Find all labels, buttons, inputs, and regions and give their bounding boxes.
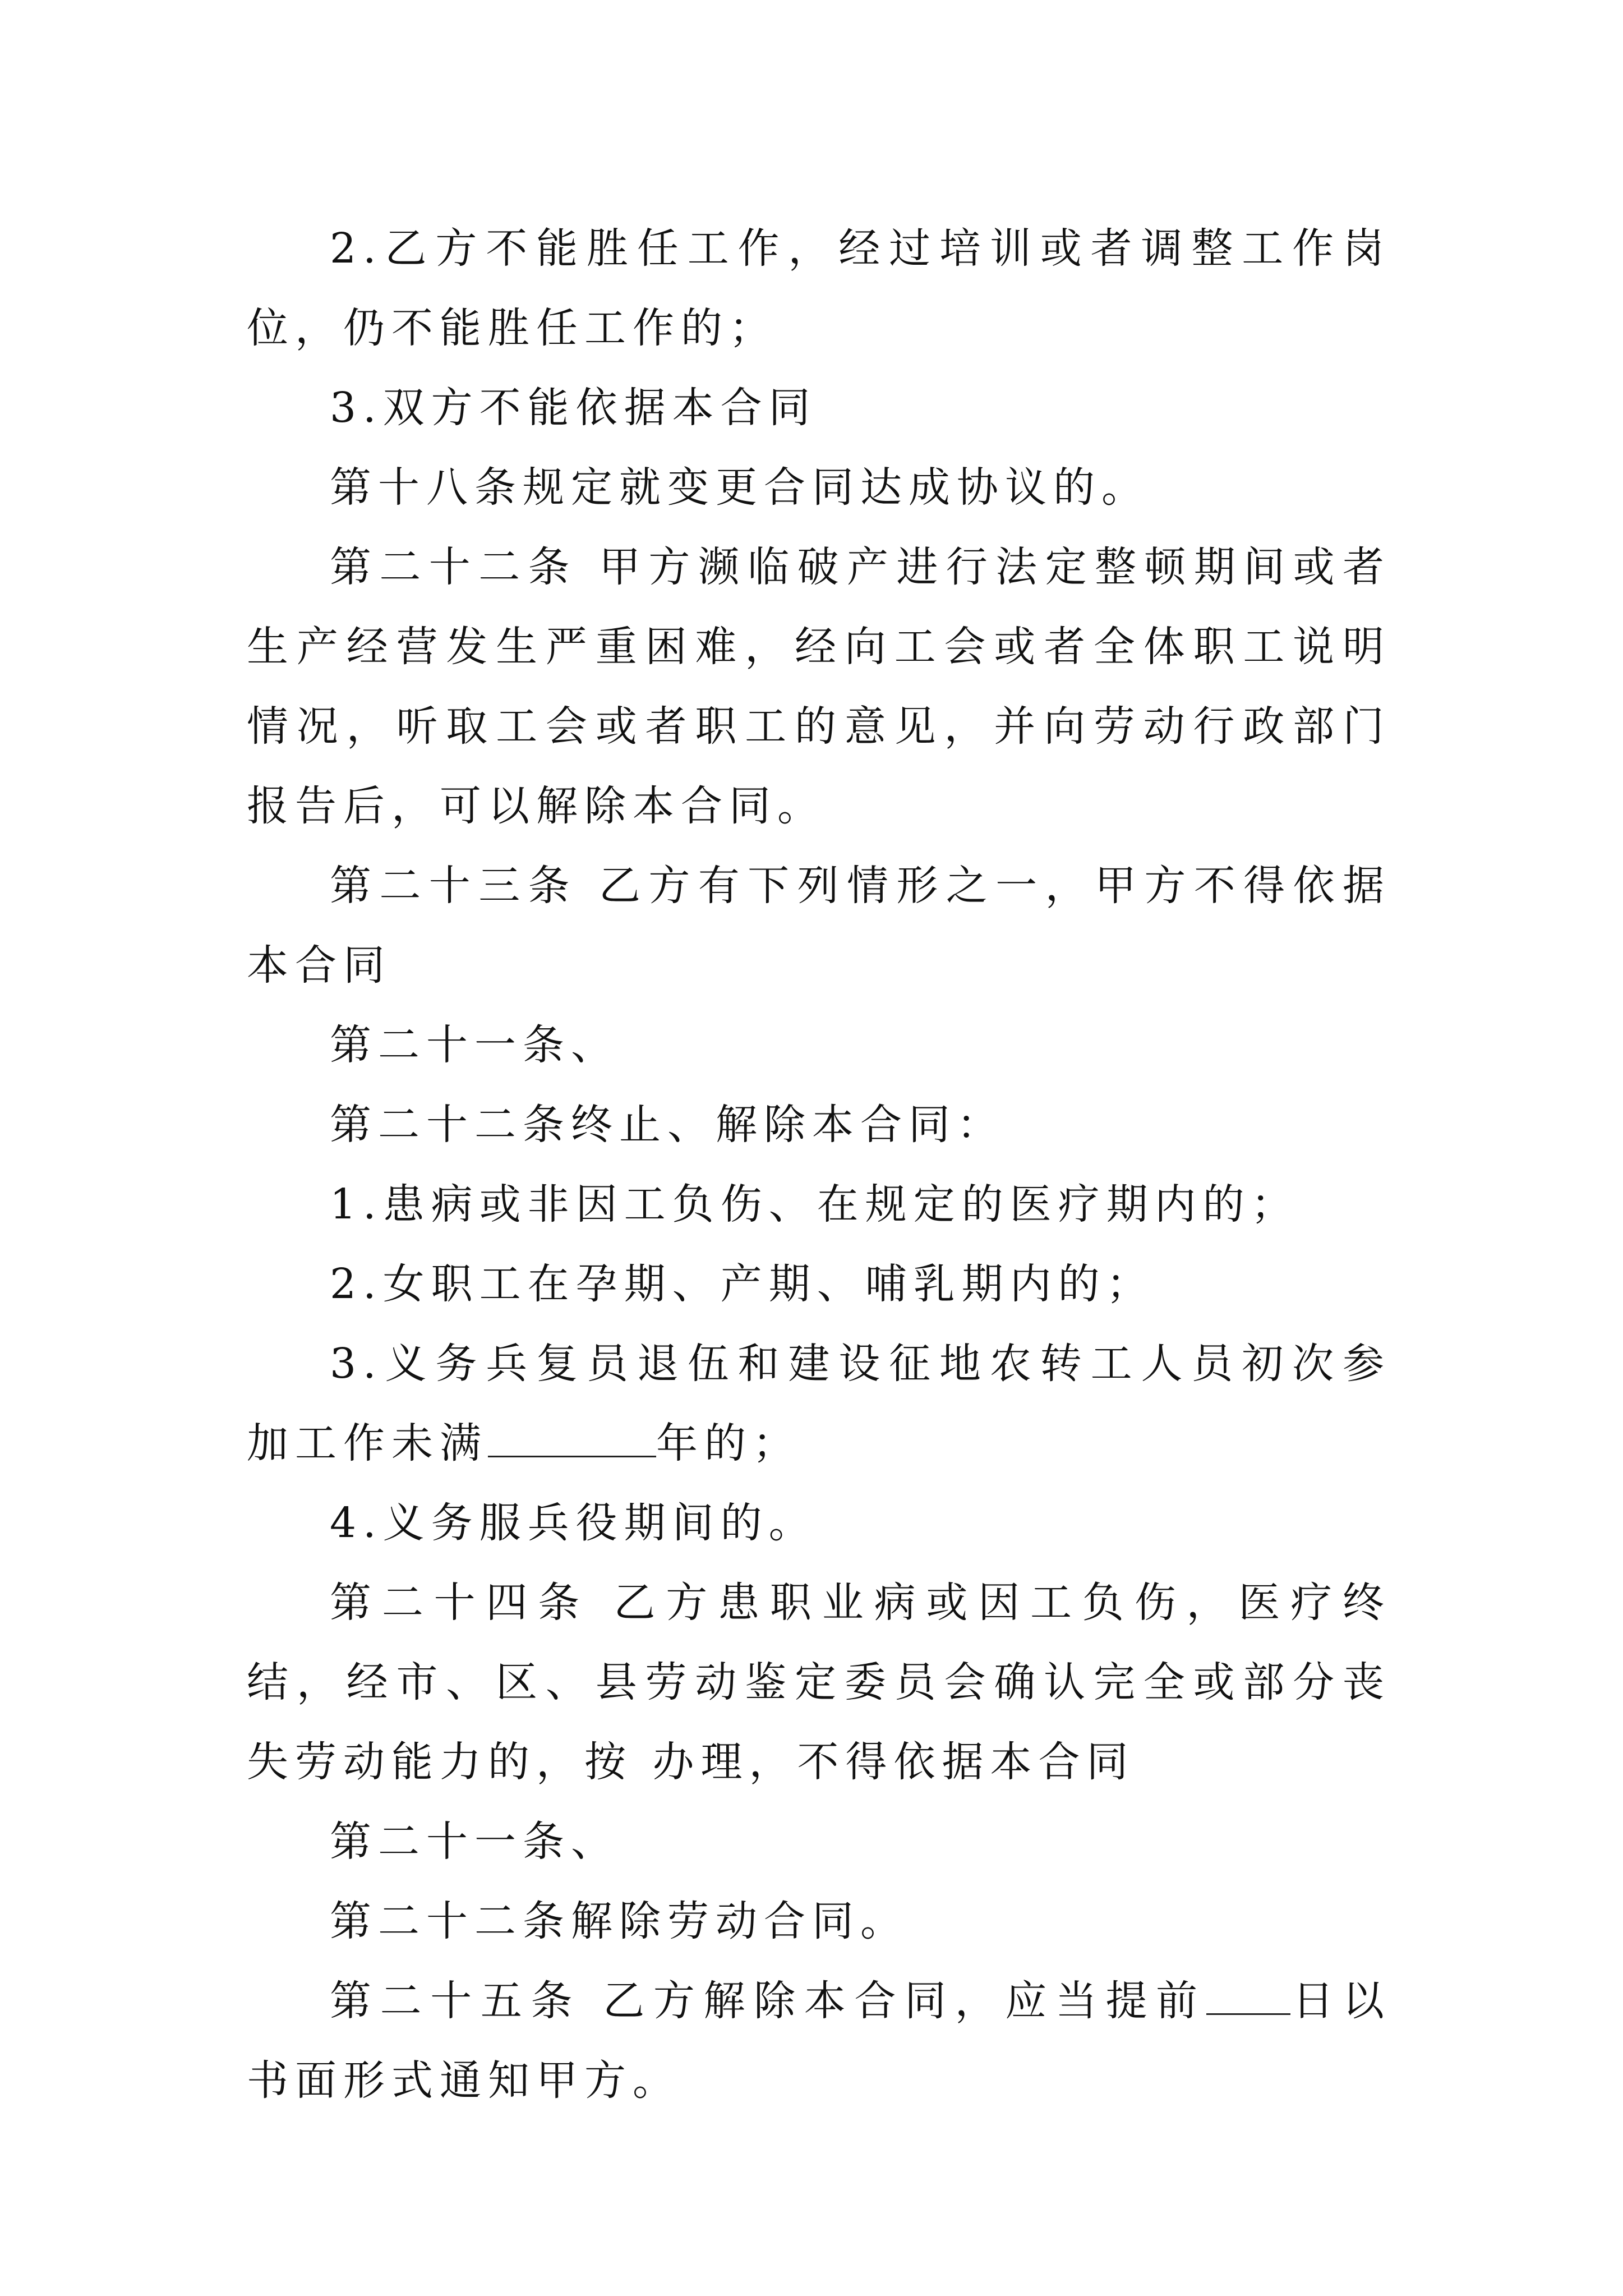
clause-item-3-text-after: 年的； bbox=[656, 1419, 801, 1467]
clause-article-25-text-before: 第二十五条 乙方解除本合同，应当提前 bbox=[330, 1977, 1206, 2025]
clause-item-3-text-before: 3.义务兵复员退伍和建设征地农转工人员初次参加工作未满 bbox=[247, 1340, 1391, 1467]
clause-article-22: 第二十二条 甲方濒临破产进行法定整顿期间或者生产经营发生严重困难，经向工会或者全体职工说明情况，听取工会或者职工的意见，并向劳动行政部门报告后，可以解除本合同。 bbox=[247, 543, 1391, 830]
clause-article-25-text-after: 日以书面形式通知甲方。 bbox=[247, 1977, 1391, 2105]
clause-item-2-incompetent: 2.乙方不能胜任工作，经过培训或者调整工作岗位，仍不能胜任工作的； bbox=[247, 224, 1391, 352]
clause-article-25 bbox=[247, 1961, 1391, 2120]
clause-article-21-reference: 第二十一条、 bbox=[330, 1021, 619, 1069]
clause-article-22-dismissal: 第二十二条解除劳动合同。 bbox=[330, 1897, 909, 1945]
days-blank bbox=[1206, 1974, 1290, 2015]
clause-article-21-reference-2: 第二十一条、 bbox=[330, 1818, 619, 1866]
clause-article-23: 第二十三条 乙方有下列情形之一，甲方不得依据本合同 bbox=[247, 862, 1391, 990]
clause-item-2-female-worker: 2.女职工在孕期、产期、哺乳期内的； bbox=[330, 1260, 1155, 1308]
years-blank bbox=[488, 1416, 656, 1457]
clause-item-3-veterans bbox=[247, 1324, 1391, 1483]
clause-article-18-reference: 第十八条规定就变更合同达成协议的。 bbox=[330, 463, 1150, 512]
clause-item-4-military: 4.义务服兵役期间的。 bbox=[330, 1499, 817, 1547]
document-body bbox=[247, 209, 1391, 2120]
clause-article-22-terminate: 第二十二条终止、解除本合同： bbox=[330, 1101, 1005, 1149]
clause-item-3-no-agreement: 3.双方不能依据本合同 bbox=[330, 384, 817, 432]
clause-item-1-illness: 1.患病或非因工负伤、在规定的医疗期内的； bbox=[330, 1180, 1299, 1228]
clause-article-24: 第二十四条 乙方患职业病或因工负伤，医疗终结，经市、区、县劳动鉴定委员会确认完全或部分丧失劳动能力的，按 办理，不得依据本合同 bbox=[247, 1579, 1391, 1786]
